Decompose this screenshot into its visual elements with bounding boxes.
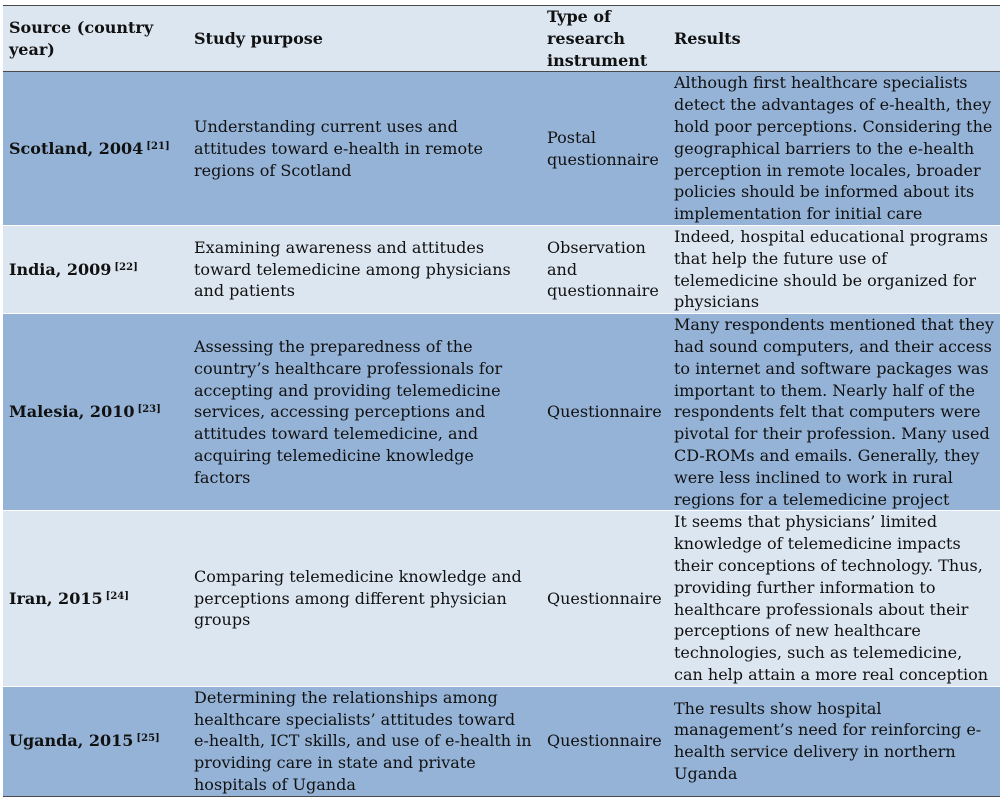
results-cell: It seems that physicians’ limited knowledge of telemedicine impacts their conceptions of technology. Thus, providing further information to healthcare professionals about their perceptions of new healthcare technologies, such as telemedicine, can help attain a more real conception xyxy=(668,511,1000,686)
purpose-cell: Comparing telemedicine knowledge and perceptions among different physician groups xyxy=(188,511,541,686)
source-text: Scotland, 2004 xyxy=(9,138,144,158)
source-cell xyxy=(3,225,188,313)
table-header xyxy=(3,6,1000,72)
table-row xyxy=(3,72,1000,226)
source-cell xyxy=(3,686,188,796)
instrument-cell: Postal questionnaire xyxy=(541,72,668,226)
header-results: Results xyxy=(668,6,1000,72)
studies-table-container xyxy=(3,5,1000,797)
purpose-cell: Assessing the preparedness of the country’s healthcare professionals for accepting and providing telemedicine services, accessing perceptions and attitudes toward telemedicine, and acquiring telemedicine knowledge factors xyxy=(188,314,541,511)
results-cell: Many respondents mentioned that they had sound computers, and their access to internet and software packages was important to them. Nearly half of the respondents felt that computers were pivotal for their profession. Many used CD-ROMs and emails. Generally, they were less inclined to work in rural regions for a telemedicine project xyxy=(668,314,1000,511)
source-cell xyxy=(3,72,188,226)
table-row xyxy=(3,686,1000,796)
instrument-cell: Questionnaire xyxy=(541,314,668,511)
source-text: Uganda, 2015 xyxy=(9,731,134,751)
source-text: India, 2009 xyxy=(9,259,112,279)
source-cell xyxy=(3,314,188,511)
table-row xyxy=(3,225,1000,313)
reference-marker: [21] xyxy=(146,140,170,152)
header-instrument: Type of research instrument xyxy=(541,6,668,72)
header-source: Source (country year) xyxy=(3,6,188,72)
purpose-cell: Examining awareness and attitudes toward telemedicine among physicians and patients xyxy=(188,225,541,313)
reference-marker: [22] xyxy=(114,261,138,273)
source-text: Malesia, 2010 xyxy=(9,402,135,422)
studies-table xyxy=(3,5,1000,797)
table-row xyxy=(3,314,1000,511)
reference-marker: [23] xyxy=(137,404,161,416)
results-cell: Although first healthcare specialists detect the advantages of e-health, they hold poor perceptions. Considering the geographical barriers to the e-health perception in remote locales, broader policies should be informed about its implementation for initial care xyxy=(668,72,1000,226)
table-row xyxy=(3,511,1000,686)
purpose-cell: Determining the relationships among healthcare specialists’ attitudes toward e-health, ICT skills, and use of e-health in providing care in state and private hospitals of Uganda xyxy=(188,686,541,796)
instrument-cell: Observation and questionnaire xyxy=(541,225,668,313)
reference-marker: [24] xyxy=(105,590,129,602)
results-cell: The results show hospital management’s need for reinforcing e-health service delivery in northern Uganda xyxy=(668,686,1000,796)
instrument-cell: Questionnaire xyxy=(541,686,668,796)
reference-marker: [25] xyxy=(136,733,160,745)
results-cell: Indeed, hospital educational programs that help the future use of telemedicine should be organized for physicians xyxy=(668,225,1000,313)
purpose-cell: Understanding current uses and attitudes toward e-health in remote regions of Scotland xyxy=(188,72,541,226)
source-text: Iran, 2015 xyxy=(9,588,103,608)
header-study-purpose: Study purpose xyxy=(188,6,541,72)
source-cell xyxy=(3,511,188,686)
table-body xyxy=(3,72,1000,796)
header-row xyxy=(3,6,1000,72)
instrument-cell: Questionnaire xyxy=(541,511,668,686)
